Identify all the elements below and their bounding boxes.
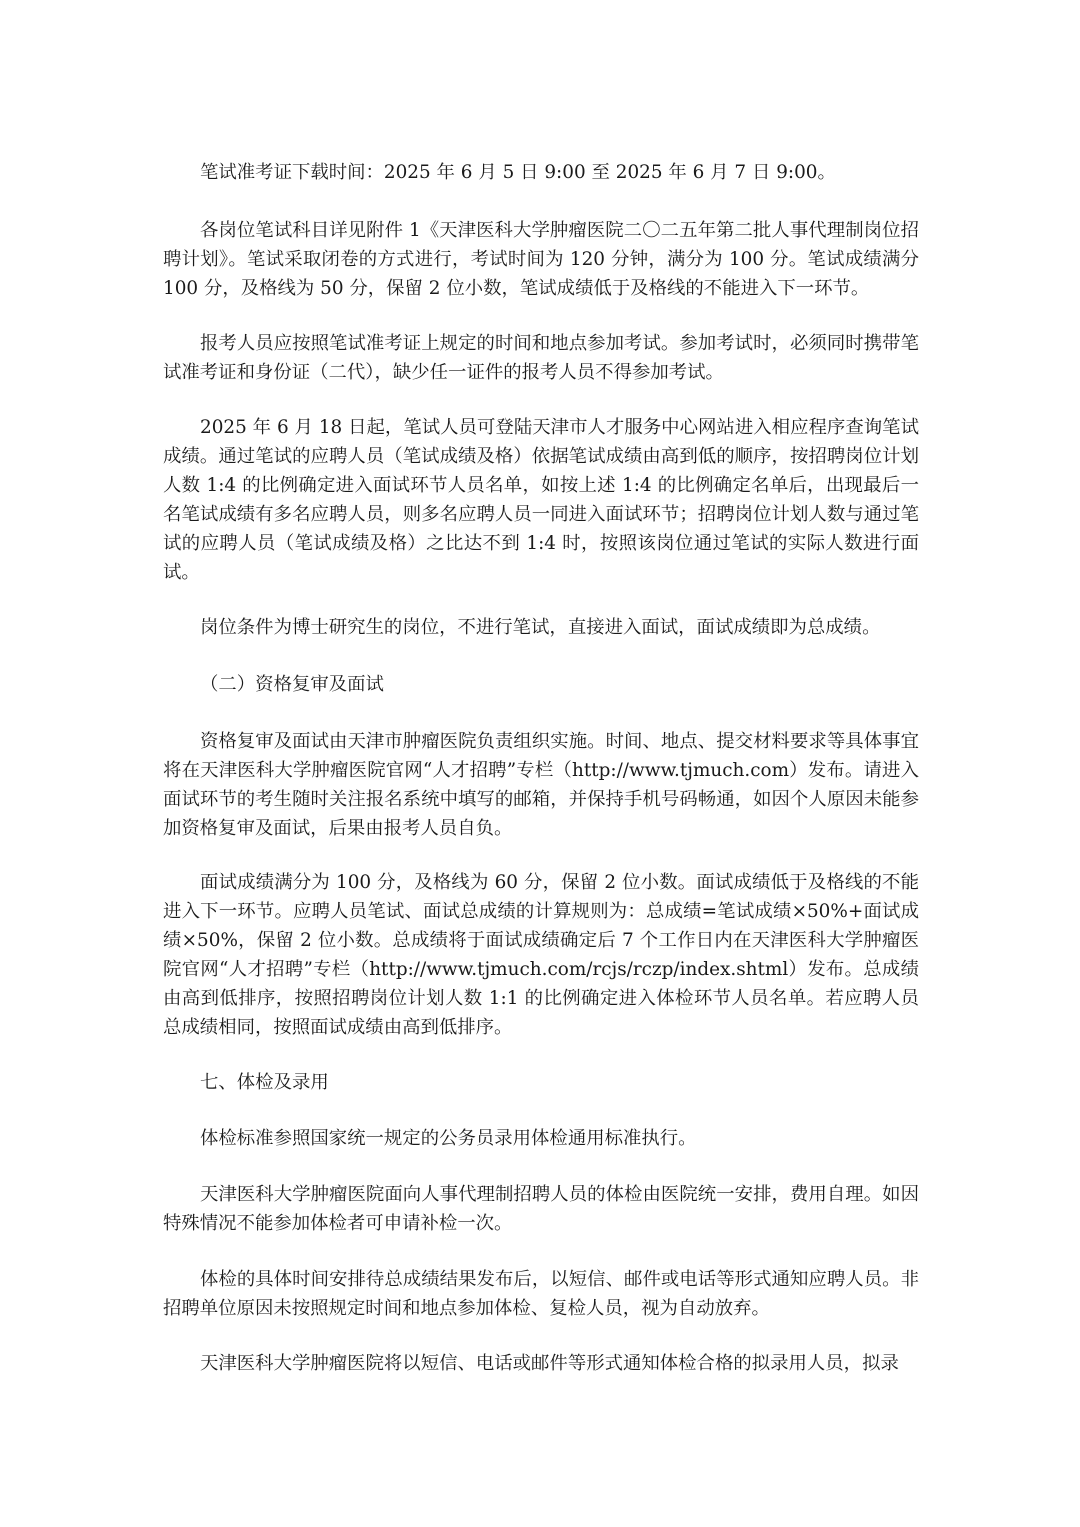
paragraph-medical-exam-arrangement: 天津医科大学肿瘤医院面向人事代理制招聘人员的体检由医院统一安排，费用自理。如因特殊情况不能参加体检者可申请补检一次。 [163, 1184, 919, 1234]
paragraph-medical-exam-standard: 体检标准参照国家统一规定的公务员录用体检通用标准执行。 [200, 1128, 697, 1149]
section-heading-medical-exam-and-hiring: 七、体检及录用 [200, 1072, 329, 1093]
paragraph-exam-attendance-requirements: 报考人员应按照笔试准考证上规定的时间和地点参加考试。参加考试时，必须同时携带笔试准考证和身份证（二代），缺少任一证件的报考人员不得参加考试。 [163, 333, 919, 383]
paragraph-written-score-inquiry: 2025 年 6 月 18 日起，笔试人员可登陆天津市人才服务中心网站进入相应程序查询笔试成绩。通过笔试的应聘人员（笔试成绩及格）依据笔试成绩由高到低的顺序，按招聘岗位计划人数 1:4 的比例确定进入面试环节人员名单，如按上述 1:4 的比例确定名单后，出现最后一名笔试成绩有多名应聘人员，则多名应聘人员一同进入面试环节；招聘岗位计划人数与通过笔试的应聘人员（笔试成绩及格）之比达不到 1:4 时，按照该岗位通过笔试的实际人数进行面试。 [163, 417, 919, 583]
paragraph-hiring-notification: 天津医科大学肿瘤医院将以短信、电话或邮件等形式通知体检合格的拟录用人员，拟录 [200, 1353, 899, 1374]
paragraph-interview-scoring-rules: 面试成绩满分为 100 分，及格线为 60 分，保留 2 位小数。面试成绩低于及格线的不能进入下一环节。应聘人员笔试、面试总成绩的计算规则为：总成绩=笔试成绩×50%+面试成绩×50%，保留 2 位小数。总成绩将于面试成绩确定后 7 个工作日内在天津医科大学肿瘤医院官网“人才招聘”专栏（http://www.tjmuch.com/rcjs/rczp/index.shtml）发布。总成绩由高到低排序，按照招聘岗位计划人数 1:1 的比例确定进入体检环节人员名单。若应聘人员总成绩相同，按照面试成绩由高到低排序。 [163, 872, 919, 1038]
paragraph-doctoral-positions: 岗位条件为博士研究生的岗位，不进行笔试，直接进入面试，面试成绩即为总成绩。 [200, 617, 881, 638]
section-heading-qualification-review-interview: （二）资格复审及面试 [200, 674, 384, 695]
paragraph-medical-exam-notification: 体检的具体时间安排待总成绩结果发布后，以短信、邮件或电话等形式通知应聘人员。非招聘单位原因未按照规定时间和地点参加体检、复检人员，视为自动放弃。 [163, 1269, 919, 1319]
paragraph-qualification-review-details: 资格复审及面试由天津市肿瘤医院负责组织实施。时间、地点、提交材料要求等具体事宜将在天津医科大学肿瘤医院官网“人才招聘”专栏（http://www.tjmuch.com）发布。请进入面试环节的考生随时关注报名系统中填写的邮箱，并保持手机号码畅通，如因个人原因未能参加资格复审及面试，后果由报考人员自负。 [163, 731, 919, 839]
paragraph-admission-ticket-download-time: 笔试准考证下载时间：2025 年 6 月 5 日 9:00 至 2025 年 6 月 7 日 9:00。 [200, 162, 836, 183]
paragraph-written-exam-subjects: 各岗位笔试科目详见附件 1《天津医科大学肿瘤医院二〇二五年第二批人事代理制岗位招聘计划》。笔试采取闭卷的方式进行，考试时间为 120 分钟，满分为 100 分。笔试成绩满分 100 分，及格线为 50 分，保留 2 位小数，笔试成绩低于及格线的不能进入下一环节。 [163, 220, 919, 299]
